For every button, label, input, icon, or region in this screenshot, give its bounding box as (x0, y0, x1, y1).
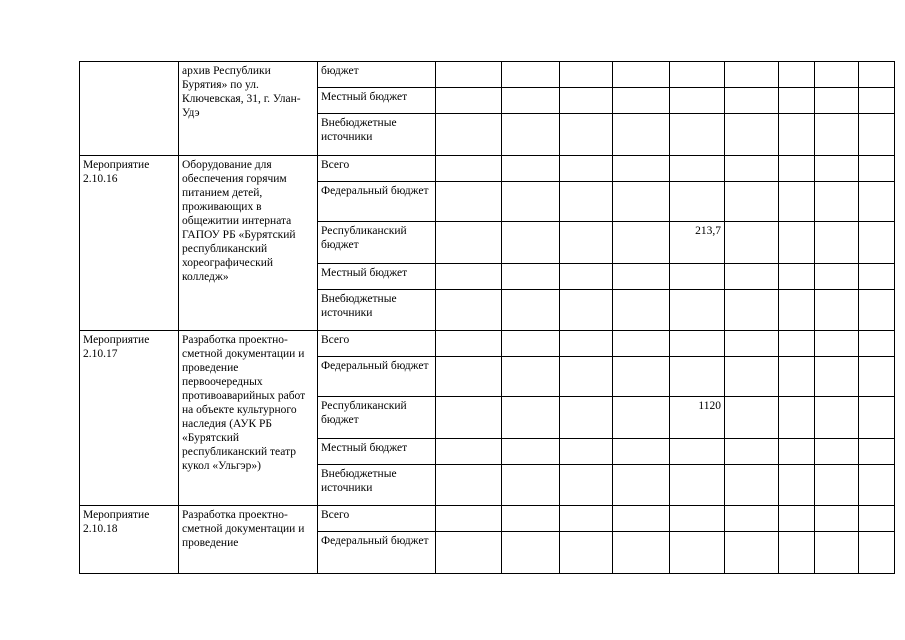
funding-source-cell: Внебюджетные источники (318, 114, 436, 156)
amount-cell (613, 506, 670, 532)
amount-cell (859, 62, 895, 88)
amount-cell (560, 62, 613, 88)
amount-cell (670, 357, 725, 397)
amount-cell (725, 331, 779, 357)
amount-cell (859, 397, 895, 439)
amount-cell (670, 331, 725, 357)
amount-cell (613, 182, 670, 222)
amount-cell (725, 222, 779, 264)
amount-cell (436, 290, 502, 331)
amount-cell (725, 182, 779, 222)
amount-cell (725, 114, 779, 156)
amount-cell (502, 439, 560, 465)
amount-cell (436, 88, 502, 114)
amount-cell (815, 156, 859, 182)
amount-cell (779, 465, 815, 506)
amount-cell (560, 357, 613, 397)
amount-cell (725, 88, 779, 114)
amount-cell (670, 532, 725, 574)
funding-source-cell: Федеральный бюджет (318, 357, 436, 397)
description-cell: Разработка проектно-сметной документации и проведение первоочередных противоаварийных работ на объекте культурного наследия (АУК РБ «Бурятский республиканский театр кукол «Ульгэр») (179, 331, 318, 506)
amount-cell (815, 331, 859, 357)
amount-cell (779, 264, 815, 290)
amount-cell (436, 62, 502, 88)
amount-cell (613, 439, 670, 465)
amount-cell: 213,7 (670, 222, 725, 264)
amount-cell (670, 465, 725, 506)
amount-cell (859, 156, 895, 182)
funding-source-cell: Республиканский бюджет (318, 222, 436, 264)
amount-cell (859, 290, 895, 331)
amount-cell (859, 465, 895, 506)
measure-cell: Мероприятие 2.10.16 (80, 156, 179, 331)
amount-cell (859, 114, 895, 156)
amount-cell (779, 62, 815, 88)
amount-cell (502, 264, 560, 290)
amount-cell (502, 114, 560, 156)
amount-cell (815, 465, 859, 506)
funding-source-cell: Федеральный бюджет (318, 182, 436, 222)
amount-cell (560, 88, 613, 114)
amount-cell (779, 506, 815, 532)
amount-cell (613, 222, 670, 264)
amount-cell (436, 222, 502, 264)
amount-cell (613, 114, 670, 156)
amount-cell (560, 114, 613, 156)
amount-cell (436, 264, 502, 290)
amount-cell (670, 88, 725, 114)
amount-cell (725, 357, 779, 397)
amount-cell (502, 331, 560, 357)
amount-cell (436, 114, 502, 156)
amount-cell (560, 156, 613, 182)
measure-cell (80, 62, 179, 156)
amount-cell (815, 222, 859, 264)
amount-cell (725, 439, 779, 465)
amount-cell (502, 357, 560, 397)
amount-cell (859, 182, 895, 222)
amount-cell (613, 62, 670, 88)
amount-cell (436, 182, 502, 222)
amount-cell (779, 357, 815, 397)
measure-cell: Мероприятие 2.10.18 (80, 506, 179, 574)
amount-cell (815, 182, 859, 222)
amount-cell (560, 331, 613, 357)
amount-cell (670, 439, 725, 465)
description-cell: архив Республики Бурятия» по ул. Ключевская, 31, г. Улан-Удэ (179, 62, 318, 156)
amount-cell (560, 532, 613, 574)
amount-cell (725, 62, 779, 88)
amount-cell (779, 222, 815, 264)
amount-cell (859, 506, 895, 532)
amount-cell (502, 397, 560, 439)
amount-cell (779, 290, 815, 331)
amount-cell (502, 532, 560, 574)
amount-cell (859, 264, 895, 290)
amount-cell (613, 290, 670, 331)
amount-cell (725, 397, 779, 439)
amount-cell (436, 357, 502, 397)
amount-cell (560, 397, 613, 439)
amount-cell (779, 156, 815, 182)
funding-source-cell: бюджет (318, 62, 436, 88)
amount-cell (815, 532, 859, 574)
amount-cell (436, 506, 502, 532)
funding-source-cell: Внебюджетные источники (318, 465, 436, 506)
funding-source-cell: Всего (318, 331, 436, 357)
amount-cell (436, 156, 502, 182)
amount-cell (725, 156, 779, 182)
amount-cell (859, 331, 895, 357)
amount-cell (613, 88, 670, 114)
table-row (80, 156, 895, 182)
amount-cell (560, 290, 613, 331)
amount-cell (725, 465, 779, 506)
amount-cell (613, 357, 670, 397)
amount-cell (560, 182, 613, 222)
amount-cell (815, 290, 859, 331)
amount-cell (815, 264, 859, 290)
amount-cell (725, 532, 779, 574)
funding-source-cell: Местный бюджет (318, 439, 436, 465)
amount-cell (502, 465, 560, 506)
amount-cell (859, 532, 895, 574)
amount-cell (436, 532, 502, 574)
amount-cell (436, 439, 502, 465)
amount-cell (613, 532, 670, 574)
amount-cell (613, 331, 670, 357)
amount-cell (502, 506, 560, 532)
amount-cell (502, 290, 560, 331)
amount-cell (502, 156, 560, 182)
amount-cell (502, 182, 560, 222)
amount-cell (560, 439, 613, 465)
amount-cell (779, 439, 815, 465)
description-cell: Разработка проектно-сметной документации и проведение (179, 506, 318, 574)
amount-cell (670, 62, 725, 88)
measure-cell: Мероприятие 2.10.17 (80, 331, 179, 506)
amount-cell (815, 439, 859, 465)
amount-cell (670, 156, 725, 182)
amount-cell (815, 506, 859, 532)
funding-source-cell: Республиканский бюджет (318, 397, 436, 439)
amount-cell (670, 506, 725, 532)
amount-cell (815, 357, 859, 397)
amount-cell (502, 62, 560, 88)
amount-cell (725, 264, 779, 290)
amount-cell (613, 156, 670, 182)
funding-source-cell: Всего (318, 156, 436, 182)
amount-cell (560, 264, 613, 290)
amount-cell (560, 506, 613, 532)
amount-cell (779, 331, 815, 357)
amount-cell (779, 532, 815, 574)
funding-source-cell: Местный бюджет (318, 88, 436, 114)
amount-cell (670, 182, 725, 222)
amount-cell (725, 290, 779, 331)
budget-table (79, 61, 895, 574)
amount-cell (613, 397, 670, 439)
amount-cell (779, 397, 815, 439)
amount-cell (613, 465, 670, 506)
funding-source-cell: Местный бюджет (318, 264, 436, 290)
amount-cell: 1120 (670, 397, 725, 439)
amount-cell (859, 357, 895, 397)
description-cell: Оборудование для обеспечения горячим питанием детей, проживающих в общежитии интерната ГАПОУ РБ «Бурятский республиканский хореографический колледж» (179, 156, 318, 331)
amount-cell (859, 88, 895, 114)
funding-source-cell: Всего (318, 506, 436, 532)
amount-cell (815, 114, 859, 156)
table-row (80, 62, 895, 88)
amount-cell (815, 62, 859, 88)
amount-cell (670, 114, 725, 156)
amount-cell (436, 465, 502, 506)
table-row (80, 506, 895, 532)
amount-cell (859, 439, 895, 465)
amount-cell (670, 264, 725, 290)
funding-source-cell: Внебюджетные источники (318, 290, 436, 331)
amount-cell (779, 88, 815, 114)
amount-cell (779, 114, 815, 156)
amount-cell (502, 88, 560, 114)
amount-cell (436, 397, 502, 439)
amount-cell (779, 182, 815, 222)
amount-cell (502, 222, 560, 264)
funding-source-cell: Федеральный бюджет (318, 532, 436, 574)
amount-cell (560, 465, 613, 506)
amount-cell (560, 222, 613, 264)
amount-cell (725, 506, 779, 532)
amount-cell (613, 264, 670, 290)
amount-cell (436, 331, 502, 357)
amount-cell (815, 88, 859, 114)
amount-cell (670, 290, 725, 331)
amount-cell (815, 397, 859, 439)
table-row (80, 331, 895, 357)
amount-cell (859, 222, 895, 264)
